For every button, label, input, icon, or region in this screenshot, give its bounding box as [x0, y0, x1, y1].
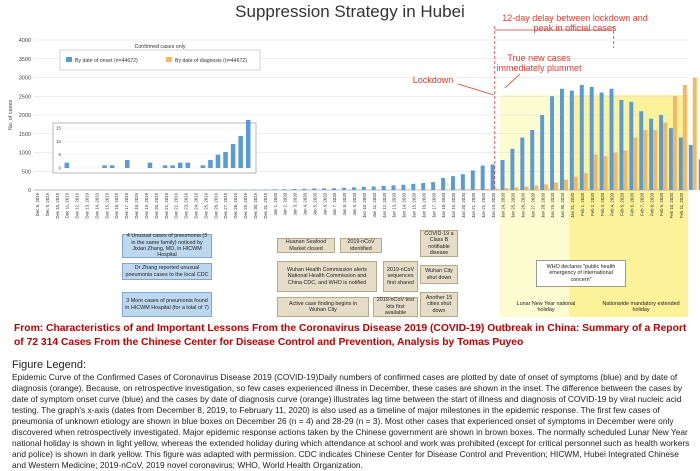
x-tick-label: Jan 10, 2020 [362, 192, 367, 217]
onset-bar [610, 89, 614, 190]
inset-bar [238, 136, 243, 168]
onset-bar [570, 91, 574, 190]
diagnosis-bar [613, 153, 617, 191]
diagnosis-bar [653, 130, 657, 190]
y-tick-label: 3000 [19, 76, 31, 82]
x-tick-label: Jan 12, 2020 [382, 192, 387, 217]
onset-bar [322, 188, 326, 190]
onset-bar [629, 102, 633, 190]
x-tick-label: Dec 21, 2019 [164, 192, 169, 218]
x-tick-label: Dec 16, 2019 [114, 192, 119, 218]
onset-bar [510, 149, 514, 190]
inset-y-tick-label: 15 [56, 126, 62, 131]
x-tick-label: Feb 6, 2020 [630, 192, 635, 216]
x-tick-label: Jan 9, 2020 [352, 192, 357, 215]
x-tick-label: Feb 2, 2020 [590, 192, 595, 216]
diagnosis-bar [693, 78, 697, 191]
x-tick-label: Dec 30, 2019 [253, 192, 258, 218]
onset-bar [530, 130, 534, 190]
onset-bar [273, 189, 277, 190]
y-tick-label: 2500 [19, 94, 31, 100]
x-tick-label: Jan 7, 2020 [332, 192, 337, 215]
y-axis-label: No. of cases [8, 99, 14, 130]
onset-bar [372, 186, 376, 190]
x-tick-label: Jan 5, 2020 [312, 192, 317, 215]
diagnosis-bar [663, 123, 667, 191]
x-tick-label: Jan 29, 2020 [550, 192, 555, 217]
x-tick-label: Dec 14, 2019 [94, 192, 99, 218]
milestone-box: Active case finding begins in Wuhan City [277, 297, 369, 317]
diagnosis-bar [594, 154, 598, 190]
inset-bar [216, 155, 221, 168]
milestone-box: Huanan Seafood Market closed [277, 238, 335, 253]
onset-bar [659, 115, 663, 190]
x-tick-label: Dec 13, 2019 [85, 192, 90, 218]
x-tick-label: Dec 24, 2019 [194, 192, 199, 218]
inset-bar [223, 152, 228, 168]
inset-bar [208, 160, 213, 168]
x-tick-label: Feb 8, 2020 [649, 192, 654, 216]
onset-bar [520, 138, 524, 191]
onset-bar [342, 188, 346, 190]
onset-bar [590, 87, 594, 190]
diagnosis-bar [604, 156, 608, 190]
inset-bar [231, 144, 236, 168]
x-tick-label: Jan 13, 2020 [392, 192, 397, 217]
legend-entry: By date of onset (n=44672) [75, 58, 138, 64]
milestone-box: 2019-nCoV test kits first available [373, 297, 418, 317]
diagnosis-bar [544, 184, 548, 190]
x-tick-label: Jan 18, 2020 [441, 192, 446, 217]
x-tick-label: Jan 4, 2020 [303, 192, 308, 215]
x-tick-label: Dec 12, 2019 [75, 192, 80, 218]
diagnosis-bar [485, 189, 489, 190]
x-tick-label: Dec 31, 2019 [263, 192, 268, 218]
onset-bar [481, 166, 485, 190]
inset-y-tick-label: 0 [58, 166, 61, 171]
x-tick-label: Jan 25, 2020 [511, 192, 516, 217]
x-tick-label: Feb 1, 2020 [580, 192, 585, 216]
lockdown-arrow [458, 84, 494, 95]
x-tick-label: Dec 8, 2019 [35, 192, 40, 216]
diagnosis-bar [673, 96, 677, 190]
onset-bar [540, 115, 544, 190]
onset-bar [431, 182, 435, 190]
milestone-box: Lunar New Year national holiday [506, 298, 586, 316]
milestone-box: 4 Unusual cases of pneumonia (3 in the same family) noticed by Jixian Zhang, MD, in HICWM Hospital [122, 234, 212, 258]
onset-bar [401, 185, 405, 190]
legend-swatch [166, 57, 172, 62]
inset-bar [148, 163, 153, 168]
figure-legend-text: Epidemic Curve of the Confirmed Cases of Coronavirus Disease 2019 (COVID-19)Daily numbers of confirmed cases are plotted by date of onset of symptoms (blue) and by date of diagnosis (orange). Because, on retrospective investigation, so few cases experienced illness in December, these cases are shown in the inset. The difference between the cases by date of symptom onset curve (blue) and the cases by date of diagnosis curve (orange) illustrates lag time between the start of illness and diagnosis of COVID-19 by viral nucleic acid testing. The graph's x-axis (dates from December 8, 2019, to February 11, 2020) is also used as a timeline of major milestones in the epidemic response. The first few cases of pneumonia of unknown etiology are shown in blue boxes on December 26 (n = 4) and 28-29 (n = 3). Most other cases that experienced onset of symptoms in December were only discovered when retrospectively investigated. Major epidemic response actions taken by the Chinese government are shown in brown boxes. The normally scheduled Lunar New Year national holiday is shown in light yellow, whereas the extended holiday during which attendance at school and work was prohibited (except for critical personnel such as health workers and police) is shown in dark yellow. This figure was adapted with permission. CDC indicates Chinese Center for Disease Control and Prevention; HICWM, Hubei Integrated Chinese and Western Medicine; 2019-nCoV, 2019 novel coronavirus; WHO, World Health Organization. [12, 372, 692, 471]
diagnosis-bar [445, 189, 449, 190]
diagnosis-bar [465, 189, 469, 190]
figure-legend-heading: Figure Legend: [12, 359, 86, 371]
x-tick-label: Jan 19, 2020 [451, 192, 456, 217]
x-tick-label: Dec 25, 2019 [203, 192, 208, 218]
diagnosis-bar [564, 180, 568, 191]
x-tick-label: Dec 20, 2019 [154, 192, 159, 218]
onset-bar [639, 111, 643, 190]
milestone-box: 2019-nCoV identified [340, 238, 382, 253]
legend-swatch [66, 57, 72, 62]
diagnosis-bar [574, 177, 578, 190]
onset-bar [302, 189, 306, 190]
y-tick-label: 1000 [19, 151, 31, 157]
plummet-arrow [505, 74, 520, 88]
diagnosis-bar [455, 189, 459, 190]
y-tick-label: 3500 [19, 57, 31, 63]
source-citation: From: Characteristics of and Important Lessons From the Coronavirus Disease 2019 (COVID-19) Outbreak in China: Summary of a Report of 72 314 Cases From the Chinese Center for Disease Control and Prevention, Analysis by Tomas Puyeo [14, 322, 694, 350]
milestone-box: COVID-19 a Class B notifiable disease [420, 230, 458, 257]
onset-bar [560, 89, 564, 190]
x-tick-label: Jan 8, 2020 [342, 192, 347, 215]
x-tick-label: Dec 18, 2019 [134, 192, 139, 218]
inset-bar [185, 163, 190, 168]
x-tick-label: Dec 9, 2019 [45, 192, 50, 216]
milestone-box: 2019-nCoV sequences first shared [383, 261, 418, 292]
diagnosis-bar [554, 183, 558, 191]
inset-bar [102, 165, 107, 168]
onset-bar [441, 178, 445, 190]
x-tick-label: Feb 5, 2020 [620, 192, 625, 216]
diagnosis-bar [584, 173, 588, 190]
y-tick-label: 0 [28, 188, 31, 194]
y-tick-label: 4000 [19, 38, 31, 44]
x-tick-label: Jan 1, 2020 [273, 192, 278, 215]
inset-y-tick-label: 5 [58, 152, 61, 157]
diagnosis-bar [683, 85, 687, 190]
x-tick-label: Jan 21, 2020 [471, 192, 476, 217]
x-tick-label: Dec 17, 2019 [124, 192, 129, 218]
x-tick-label: Dec 23, 2019 [184, 192, 189, 218]
x-tick-label: Jan 3, 2020 [293, 192, 298, 215]
x-tick-label: Jan 28, 2020 [540, 192, 545, 217]
chart-title: Suppression Strategy in Hubei [0, 2, 700, 22]
x-tick-label: Jan 31, 2020 [570, 192, 575, 217]
y-tick-label: 2000 [19, 113, 31, 119]
x-tick-label: Jan 2, 2020 [283, 192, 288, 215]
x-tick-label: Feb 4, 2020 [610, 192, 615, 216]
onset-bar [312, 189, 316, 191]
delay-label: 12-day delay between lockdown and peak in official cases [500, 13, 650, 33]
onset-bar [669, 128, 673, 190]
y-tick-label: 500 [22, 169, 31, 175]
x-tick-label: Dec 26, 2019 [213, 192, 218, 218]
diagnosis-bar [524, 187, 528, 190]
x-tick-label: Jan 11, 2020 [372, 192, 377, 217]
x-tick-label: Dec 15, 2019 [104, 192, 109, 218]
onset-bar [550, 96, 554, 190]
inset-bar [163, 165, 168, 168]
x-tick-label: Dec 29, 2019 [243, 192, 248, 218]
onset-bar [421, 183, 425, 190]
x-tick-label: Jan 26, 2020 [521, 192, 526, 217]
milestone-box: Another 15 cities shut down [420, 292, 458, 317]
diagnosis-bar [633, 138, 637, 191]
x-tick-label: Jan 24, 2020 [501, 192, 506, 217]
x-tick-label: Jan 23, 2020 [491, 192, 496, 217]
onset-bar [649, 119, 653, 190]
x-tick-label: Jan 14, 2020 [402, 192, 407, 217]
inset-bar [65, 163, 70, 168]
legend-entry: By date of diagnosis (n=44672) [175, 58, 247, 64]
x-tick-label: Dec 28, 2019 [233, 192, 238, 218]
milestone-box: Nationwide mandatory extended holiday [597, 298, 685, 316]
inset-bar [246, 120, 251, 168]
x-tick-label: Feb 7, 2020 [639, 192, 644, 216]
onset-bar [679, 138, 683, 191]
onset-bar [461, 174, 465, 190]
inset-bar [110, 165, 115, 168]
onset-bar [451, 176, 455, 190]
plummet-label: True new cases immediately plummet [494, 53, 584, 73]
diagnosis-bar [643, 130, 647, 190]
milestone-box: WHO declares "public health emergency of international concern" [536, 260, 626, 287]
onset-bar [352, 187, 356, 190]
onset-bar [600, 93, 604, 191]
y-tick-label: 1500 [19, 132, 31, 138]
x-tick-label: Dec 27, 2019 [223, 192, 228, 218]
diagnosis-bar [514, 187, 518, 190]
x-tick-label: Jan 27, 2020 [530, 192, 535, 217]
x-tick-label: Dec 19, 2019 [144, 192, 149, 218]
legend-title: Confirmed cases only [135, 44, 186, 50]
x-tick-label: Feb 3, 2020 [600, 192, 605, 216]
onset-bar [491, 165, 495, 191]
x-tick-label: Dec 22, 2019 [174, 192, 179, 218]
milestone-box: Wuhan City shut down [420, 265, 458, 284]
onset-bar [382, 186, 386, 190]
inset-y-tick-label: 10 [56, 139, 62, 144]
onset-bar [501, 160, 505, 190]
onset-bar [392, 185, 396, 190]
milestone-box: Dr Zhang reported unusual pneumonia cases to the local CDC [122, 263, 212, 280]
x-tick-label: Jan 22, 2020 [481, 192, 486, 217]
x-tick-label: Jan 15, 2020 [412, 192, 417, 217]
lockdown-label: Lockdown [398, 75, 468, 85]
onset-bar [580, 85, 584, 190]
onset-bar [332, 188, 336, 190]
inset-bar [201, 165, 206, 168]
onset-bar [411, 184, 415, 190]
diagnosis-bar [534, 186, 538, 191]
inset-bar [170, 165, 175, 168]
x-tick-label: Dec 11, 2019 [65, 192, 70, 218]
diagnosis-bar [623, 151, 627, 190]
x-tick-label: Feb 10, 2020 [669, 192, 674, 218]
onset-bar [362, 187, 366, 190]
milestone-box: 3 More cases of pneumonia found in HICWM Hospital (for a total of 7) [122, 292, 212, 317]
x-tick-label: Jan 20, 2020 [461, 192, 466, 217]
onset-bar [689, 145, 693, 190]
onset-bar [283, 189, 287, 190]
inset-bar [125, 160, 130, 168]
x-tick-label: Dec 10, 2019 [55, 192, 60, 218]
diagnosis-bar [504, 188, 508, 190]
onset-bar [619, 100, 623, 190]
x-tick-label: Jan 6, 2020 [322, 192, 327, 215]
milestone-box: Wuhan Health Commission alerts National Health Commission and China CDC, and WHO is notified [277, 261, 377, 292]
inset-bar [178, 163, 183, 168]
onset-bar [292, 189, 296, 190]
x-tick-label: Feb 11, 2020 [679, 192, 684, 218]
x-tick-label: Jan 17, 2020 [431, 192, 436, 217]
x-tick-label: Jan 16, 2020 [421, 192, 426, 217]
x-tick-label: Feb 9, 2020 [659, 192, 664, 216]
onset-bar [471, 171, 475, 191]
diagnosis-bar [475, 189, 479, 190]
x-tick-label: Jan 30, 2020 [560, 192, 565, 217]
